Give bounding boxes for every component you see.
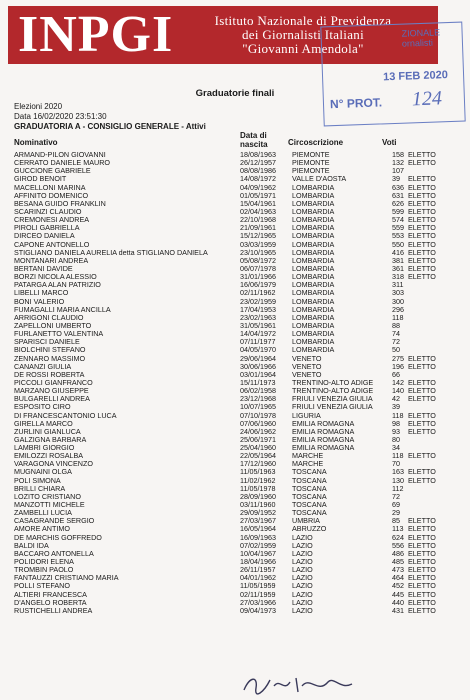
candidate-name: LAMBRI GIORGIO bbox=[14, 443, 75, 453]
votes: 158 bbox=[392, 150, 404, 159]
circoscrizione: LAZIO bbox=[292, 565, 313, 575]
votes: 452 bbox=[392, 581, 404, 591]
birth-date: 01/05/1971 bbox=[240, 190, 276, 200]
votes: 118 bbox=[392, 312, 404, 322]
elected-status: ELETTO bbox=[408, 475, 436, 485]
elected-status: ELETTO bbox=[408, 174, 436, 184]
votes: 163 bbox=[392, 467, 404, 477]
candidate-name: ALTIERI FRANCESCA bbox=[14, 589, 87, 599]
birth-date: 16/05/1964 bbox=[240, 524, 276, 534]
birth-date: 29/09/1952 bbox=[240, 508, 276, 518]
birth-date: 22/05/1964 bbox=[240, 451, 276, 461]
birth-date: 04/05/1970 bbox=[240, 345, 276, 355]
birth-date: 25/04/1960 bbox=[240, 443, 276, 453]
candidate-name: MONTANARI ANDREA bbox=[14, 255, 89, 265]
elected-status: ELETTO bbox=[408, 565, 436, 575]
votes: 440 bbox=[392, 597, 404, 607]
votes: 107 bbox=[392, 166, 404, 176]
circoscrizione: FRIULI VENEZIA GIULIA bbox=[292, 402, 373, 412]
circoscrizione: TRENTINO-ALTO ADIGE bbox=[292, 377, 374, 387]
candidate-name: CREMONESI ANDREA bbox=[14, 215, 90, 225]
stamp-date: 13 FEB 2020 bbox=[382, 69, 449, 84]
votes: 631 bbox=[392, 190, 404, 200]
circoscrizione: LOMBARDIA bbox=[292, 198, 335, 208]
elected-status: ELETTO bbox=[408, 557, 436, 567]
circoscrizione: LIGURIA bbox=[292, 410, 321, 420]
circoscrizione: LOMBARDIA bbox=[292, 190, 335, 200]
candidate-name: DE ROSSI ROBERTA bbox=[14, 369, 85, 379]
elected-status: ELETTO bbox=[408, 198, 436, 208]
elected-status: ELETTO bbox=[408, 361, 436, 371]
votes: 85 bbox=[392, 516, 400, 526]
candidate-name: GUCCIONE GABRIELE bbox=[14, 166, 91, 176]
votes: 559 bbox=[392, 223, 404, 233]
candidate-name: BRILLI CHIARA bbox=[14, 483, 66, 493]
circoscrizione: LOMBARDIA bbox=[292, 337, 335, 347]
circoscrizione: LOMBARDIA bbox=[292, 280, 335, 290]
circoscrizione: TOSCANA bbox=[292, 475, 327, 485]
birth-date: 29/06/1964 bbox=[240, 353, 276, 363]
birth-date: 04/09/1962 bbox=[240, 182, 276, 192]
birth-date: 27/03/1966 bbox=[240, 597, 276, 607]
birth-date: 06/07/1978 bbox=[240, 263, 276, 273]
birth-date: 11/02/1962 bbox=[240, 475, 276, 485]
votes: 72 bbox=[392, 491, 400, 501]
birth-date: 03/11/1960 bbox=[240, 500, 276, 510]
candidate-name: FUMAGALLI MARIA ANCILLA bbox=[14, 304, 111, 314]
birth-date: 08/08/1986 bbox=[240, 166, 276, 176]
circoscrizione: LOMBARDIA bbox=[292, 231, 335, 241]
protocol-stamp bbox=[320, 22, 465, 127]
birth-date: 30/06/1966 bbox=[240, 361, 276, 371]
circoscrizione: TOSCANA bbox=[292, 500, 327, 510]
votes: 70 bbox=[392, 459, 400, 469]
elected-status: ELETTO bbox=[408, 467, 436, 477]
votes: 296 bbox=[392, 304, 404, 314]
candidate-name: ZENNARO MASSIMO bbox=[14, 353, 86, 363]
candidate-name: DIRCEO DANIELA bbox=[14, 231, 75, 241]
votes: 381 bbox=[392, 255, 404, 265]
elected-status: ELETTO bbox=[408, 223, 436, 233]
birth-date: 17/12/1960 bbox=[240, 459, 276, 469]
elected-status: ELETTO bbox=[408, 418, 436, 428]
candidate-name: RUSTICHELLI ANDREA bbox=[14, 605, 93, 615]
elected-status: ELETTO bbox=[408, 247, 436, 257]
circoscrizione: TOSCANA bbox=[292, 508, 327, 518]
candidate-name: BESANA GUIDO FRANKLIN bbox=[14, 198, 106, 208]
birth-date: 15/11/1973 bbox=[240, 377, 276, 387]
election-date: Data 16/02/2020 23:51:30 bbox=[14, 112, 107, 121]
circoscrizione: LAZIO bbox=[292, 581, 313, 591]
votes: 275 bbox=[392, 353, 404, 363]
candidate-name: MARZANO GIUSEPPE bbox=[14, 386, 89, 396]
votes: 88 bbox=[392, 320, 400, 330]
birth-date: 04/01/1962 bbox=[240, 573, 276, 583]
elected-status: ELETTO bbox=[408, 589, 436, 599]
candidate-name: POLIDORI ELENA bbox=[14, 557, 74, 567]
birth-date: 10/07/1965 bbox=[240, 402, 276, 412]
elected-status: ELETTO bbox=[408, 182, 436, 192]
circoscrizione: LAZIO bbox=[292, 605, 313, 615]
votes: 34 bbox=[392, 443, 400, 453]
circoscrizione: LOMBARDIA bbox=[292, 263, 335, 273]
circoscrizione: LAZIO bbox=[292, 589, 313, 599]
candidate-name: BERTANI DAVIDE bbox=[14, 263, 73, 273]
birth-date: 28/09/1960 bbox=[240, 491, 276, 501]
birth-date: 14/04/1972 bbox=[240, 329, 276, 339]
votes: 626 bbox=[392, 198, 404, 208]
votes: 42 bbox=[392, 394, 400, 404]
votes: 72 bbox=[392, 337, 400, 347]
circoscrizione: EMILIA ROMAGNA bbox=[292, 434, 355, 444]
circoscrizione: LAZIO bbox=[292, 532, 313, 542]
votes: 74 bbox=[392, 329, 400, 339]
circoscrizione: VENETO bbox=[292, 369, 322, 379]
candidate-name: CERRATO DANIELE MAURO bbox=[14, 158, 110, 168]
votes: 118 bbox=[392, 410, 404, 420]
results-table bbox=[14, 151, 464, 615]
col-header-birth: Data di nascita bbox=[240, 131, 268, 149]
elected-status: ELETTO bbox=[408, 231, 436, 241]
birth-date: 11/05/1963 bbox=[240, 467, 276, 477]
votes: 303 bbox=[392, 288, 404, 298]
candidate-name: CANANZI GIULIA bbox=[14, 361, 72, 371]
birth-date: 26/12/1957 bbox=[240, 158, 276, 168]
circoscrizione: LOMBARDIA bbox=[292, 288, 335, 298]
elected-status: ELETTO bbox=[408, 206, 436, 216]
candidate-name: CAPONE ANTONELLO bbox=[14, 239, 90, 249]
votes: 599 bbox=[392, 206, 404, 216]
votes: 196 bbox=[392, 361, 404, 371]
votes: 473 bbox=[392, 565, 404, 575]
candidate-name: FANTAUZZI CRISTIANO MARIA bbox=[14, 573, 119, 583]
birth-date: 03/01/1964 bbox=[240, 369, 276, 379]
stamp-prot-label: N° PROT. bbox=[329, 95, 383, 112]
elected-status: ELETTO bbox=[408, 150, 436, 159]
candidate-name: VARAGONA VINCENZO bbox=[14, 459, 93, 469]
candidate-name: DI FRANCESCANTONIO LUCA bbox=[14, 410, 117, 420]
candidate-name: BONI VALERIO bbox=[14, 296, 65, 306]
votes: 624 bbox=[392, 532, 404, 542]
birth-date: 15/12/1965 bbox=[240, 231, 276, 241]
votes: 574 bbox=[392, 215, 404, 225]
stamp-prot-number: 124 bbox=[411, 87, 443, 111]
candidate-name: D'ANGELO ROBERTA bbox=[14, 597, 87, 607]
candidate-name: STIGLIANO DANIELA AURELIA detta STIGLIANO DANIELA bbox=[14, 247, 208, 257]
birth-date: 02/04/1963 bbox=[240, 206, 276, 216]
votes: 80 bbox=[392, 434, 400, 444]
elected-status: ELETTO bbox=[408, 215, 436, 225]
candidate-name: PIROLI GABRIELLA bbox=[14, 223, 80, 233]
circoscrizione: ABRUZZO bbox=[292, 524, 327, 534]
signature bbox=[240, 672, 360, 696]
votes: 486 bbox=[392, 548, 404, 558]
candidate-name: LIBELLI MARCO bbox=[14, 288, 69, 298]
elected-status: ELETTO bbox=[408, 605, 436, 615]
votes: 142 bbox=[392, 377, 404, 387]
institute-line-2: dei Giornalisti Italiani bbox=[241, 27, 364, 42]
votes: 361 bbox=[392, 263, 404, 273]
birth-date: 10/04/1967 bbox=[240, 548, 276, 558]
elected-status: ELETTO bbox=[408, 548, 436, 558]
candidate-name: ZURLINI GIANLUCA bbox=[14, 426, 81, 436]
circoscrizione: LOMBARDIA bbox=[292, 329, 335, 339]
institute-line-3: "Giovanni Amendola" bbox=[242, 41, 364, 56]
birth-date: 16/06/1979 bbox=[240, 280, 276, 290]
votes: 39 bbox=[392, 402, 400, 412]
birth-date: 14/08/1972 bbox=[240, 174, 276, 184]
circoscrizione: LOMBARDIA bbox=[292, 312, 335, 322]
candidate-name: AFFINITO DOMENICO bbox=[14, 190, 89, 200]
circoscrizione: LOMBARDIA bbox=[292, 255, 335, 265]
circoscrizione: LAZIO bbox=[292, 548, 313, 558]
circoscrizione: TOSCANA bbox=[292, 467, 327, 477]
candidate-name: BULGARELLI ANDREA bbox=[14, 394, 90, 404]
candidate-name: SCARINZI CLAUDIO bbox=[14, 206, 82, 216]
elected-status: ELETTO bbox=[408, 573, 436, 583]
elected-status: ELETTO bbox=[408, 532, 436, 542]
elected-status: ELETTO bbox=[408, 386, 436, 396]
birth-date: 23/10/1965 bbox=[240, 247, 276, 257]
circoscrizione: MARCHE bbox=[292, 459, 324, 469]
votes: 112 bbox=[392, 483, 404, 493]
election-name: Elezioni 2020 bbox=[14, 102, 63, 111]
candidate-name: ESPOSITO CIRO bbox=[14, 402, 71, 412]
elected-status: ELETTO bbox=[408, 190, 436, 200]
elected-status: ELETTO bbox=[408, 394, 436, 404]
circoscrizione: LOMBARDIA bbox=[292, 215, 335, 225]
votes: 132 bbox=[392, 158, 404, 168]
candidate-name: SPARISCI DANIELE bbox=[14, 337, 80, 347]
elected-status: ELETTO bbox=[408, 426, 436, 436]
birth-date: 15/04/1961 bbox=[240, 198, 276, 208]
birth-date: 21/09/1961 bbox=[240, 223, 276, 233]
circoscrizione: VENETO bbox=[292, 353, 322, 363]
candidate-name: TROMBIN PAOLO bbox=[14, 565, 74, 575]
elected-status: ELETTO bbox=[408, 516, 436, 526]
elected-status: ELETTO bbox=[408, 353, 436, 363]
circoscrizione: LOMBARDIA bbox=[292, 247, 335, 257]
circoscrizione: LAZIO bbox=[292, 597, 313, 607]
document-title: Graduatorie finali bbox=[195, 88, 275, 99]
birth-date: 27/03/1967 bbox=[240, 516, 276, 526]
circoscrizione: LOMBARDIA bbox=[292, 239, 335, 249]
circoscrizione: TOSCANA bbox=[292, 483, 327, 493]
circoscrizione: LOMBARDIA bbox=[292, 272, 335, 282]
institute-line-1: Istituto Nazionale di Previdenza bbox=[214, 13, 392, 28]
birth-date: 07/10/1978 bbox=[240, 410, 276, 420]
birth-date: 22/10/1968 bbox=[240, 215, 276, 225]
votes: 113 bbox=[392, 524, 404, 534]
candidate-name: POLLI STEFANO bbox=[14, 581, 70, 591]
ranking-title: GRADUATORIA A - CONSIGLIO GENERALE - Attivi bbox=[14, 122, 206, 131]
birth-date: 17/04/1953 bbox=[240, 304, 276, 314]
votes: 98 bbox=[392, 418, 400, 428]
birth-date: 07/06/1960 bbox=[240, 418, 276, 428]
circoscrizione: EMILIA ROMAGNA bbox=[292, 418, 355, 428]
birth-date: 18/08/1963 bbox=[240, 150, 276, 159]
candidate-name: MUGNAINI OLGA bbox=[14, 467, 72, 477]
birth-date: 03/03/1959 bbox=[240, 239, 276, 249]
circoscrizione: PIEMONTE bbox=[292, 150, 330, 159]
candidate-name: CASAGRANDE SERGIO bbox=[14, 516, 95, 526]
circoscrizione: LOMBARDIA bbox=[292, 345, 335, 355]
elected-status: ELETTO bbox=[408, 581, 436, 591]
votes: 556 bbox=[392, 540, 404, 550]
circoscrizione: LAZIO bbox=[292, 557, 313, 567]
birth-date: 31/01/1966 bbox=[240, 272, 276, 282]
candidate-name: MANZOTTI MICHELE bbox=[14, 500, 85, 510]
candidate-name: GALZIGNA BARBARA bbox=[14, 434, 87, 444]
circoscrizione: LOMBARDIA bbox=[292, 320, 335, 330]
circoscrizione: EMILIA ROMAGNA bbox=[292, 443, 355, 453]
candidate-name: ZAMBELLI LUCIA bbox=[14, 508, 72, 518]
birth-date: 06/02/1958 bbox=[240, 386, 276, 396]
votes: 118 bbox=[392, 451, 404, 461]
col-header-name: Nominativo bbox=[14, 138, 58, 147]
elected-status: ELETTO bbox=[408, 540, 436, 550]
elected-status: ELETTO bbox=[408, 377, 436, 387]
votes: 550 bbox=[392, 239, 404, 249]
circoscrizione: TOSCANA bbox=[292, 491, 327, 501]
birth-date: 07/02/1959 bbox=[240, 540, 276, 550]
table-row bbox=[14, 607, 464, 615]
votes: 485 bbox=[392, 557, 404, 567]
elected-status: ELETTO bbox=[408, 263, 436, 273]
candidate-name: ARRIGONI CLAUDIO bbox=[14, 312, 84, 322]
circoscrizione: LOMBARDIA bbox=[292, 182, 335, 192]
circoscrizione: TRENTINO-ALTO ADIGE bbox=[292, 386, 374, 396]
candidate-name: EMILOZZI ROSALBA bbox=[14, 451, 84, 461]
votes: 130 bbox=[392, 475, 404, 485]
candidate-name: BORZI NICOLA ALESSIO bbox=[14, 272, 97, 282]
elected-status: ELETTO bbox=[408, 410, 436, 420]
votes: 69 bbox=[392, 500, 400, 510]
birth-date: 02/11/1962 bbox=[240, 288, 276, 298]
votes: 66 bbox=[392, 369, 400, 379]
birth-date: 02/11/1959 bbox=[240, 589, 276, 599]
votes: 29 bbox=[392, 508, 400, 518]
votes: 431 bbox=[392, 605, 404, 615]
candidate-name: GIROD BENOIT bbox=[14, 174, 67, 184]
birth-date: 23/12/1968 bbox=[240, 394, 276, 404]
elected-status: ELETTO bbox=[408, 158, 436, 168]
birth-date: 07/11/1977 bbox=[240, 337, 276, 347]
circoscrizione: LAZIO bbox=[292, 573, 313, 583]
circoscrizione: MARCHE bbox=[292, 451, 324, 461]
votes: 553 bbox=[392, 231, 404, 241]
circoscrizione: LOMBARDIA bbox=[292, 206, 335, 216]
elected-status: ELETTO bbox=[408, 239, 436, 249]
votes: 311 bbox=[392, 280, 404, 290]
elected-status: ELETTO bbox=[408, 272, 436, 282]
candidate-name: PICCOLI GIANFRANCO bbox=[14, 377, 93, 387]
elected-status: ELETTO bbox=[408, 524, 436, 534]
circoscrizione: EMILIA ROMAGNA bbox=[292, 426, 355, 436]
birth-date: 05/08/1972 bbox=[240, 255, 276, 265]
inpgi-logo: INPGI bbox=[18, 6, 174, 63]
votes: 93 bbox=[392, 426, 400, 436]
birth-date: 18/04/1966 bbox=[240, 557, 276, 567]
candidate-name: LOZITO CRISTIANO bbox=[14, 491, 81, 501]
candidate-name: GIRELLA MARCO bbox=[14, 418, 73, 428]
birth-date: 11/05/1959 bbox=[240, 581, 276, 591]
circoscrizione: VENETO bbox=[292, 361, 322, 371]
votes: 464 bbox=[392, 573, 404, 583]
elected-status: ELETTO bbox=[408, 451, 436, 461]
candidate-name: BALDI IDA bbox=[14, 540, 49, 550]
circoscrizione: LOMBARDIA bbox=[292, 296, 335, 306]
birth-date: 16/09/1963 bbox=[240, 532, 276, 542]
circoscrizione: FRIULI VENEZIA GIULIA bbox=[292, 394, 373, 404]
birth-date: 11/05/1978 bbox=[240, 483, 276, 493]
candidate-name: ZAPELLONI UMBERTO bbox=[14, 320, 92, 330]
candidate-name: BACCARO ANTONELLA bbox=[14, 548, 94, 558]
votes: 140 bbox=[392, 386, 404, 396]
votes: 39 bbox=[392, 174, 400, 184]
candidate-name: MACELLONI MARINA bbox=[14, 182, 86, 192]
votes: 416 bbox=[392, 247, 404, 257]
birth-date: 09/04/1973 bbox=[240, 605, 276, 615]
circoscrizione: VALLE D'AOSTA bbox=[292, 174, 347, 184]
circoscrizione: UMBRIA bbox=[292, 516, 320, 526]
circoscrizione: PIEMONTE bbox=[292, 166, 330, 176]
votes: 50 bbox=[392, 345, 400, 355]
circoscrizione: PIEMONTE bbox=[292, 158, 330, 168]
birth-date: 31/05/1961 bbox=[240, 320, 276, 330]
candidate-name: AMORE ANTIMO bbox=[14, 524, 70, 534]
birth-date: 24/06/1962 bbox=[240, 426, 276, 436]
col-header-votes: Voti bbox=[382, 138, 397, 147]
votes: 445 bbox=[392, 589, 404, 599]
candidate-name: BIOLCHINI STEFANO bbox=[14, 345, 86, 355]
circoscrizione: LAZIO bbox=[292, 540, 313, 550]
elected-status: ELETTO bbox=[408, 597, 436, 607]
candidate-name: DE MARCHIS GOFFREDO bbox=[14, 532, 102, 542]
stamp-text: ZIONALE ornalisti bbox=[401, 27, 441, 49]
col-header-circ: Circoscrizione bbox=[288, 138, 344, 147]
circoscrizione: LOMBARDIA bbox=[292, 223, 335, 233]
birth-date: 23/02/1959 bbox=[240, 296, 276, 306]
candidate-name: POLI SIMONA bbox=[14, 475, 61, 485]
circoscrizione: LOMBARDIA bbox=[292, 304, 335, 314]
votes: 636 bbox=[392, 182, 404, 192]
birth-date: 23/02/1963 bbox=[240, 312, 276, 322]
candidate-name: FURLANETTO VALENTINA bbox=[14, 329, 104, 339]
votes: 318 bbox=[392, 272, 404, 282]
birth-date: 26/11/1957 bbox=[240, 565, 276, 575]
election-meta bbox=[14, 102, 206, 132]
birth-date: 25/06/1971 bbox=[240, 434, 276, 444]
elected-status: ELETTO bbox=[408, 255, 436, 265]
votes: 300 bbox=[392, 296, 404, 306]
candidate-name: PATARGA ALAN PATRIZIO bbox=[14, 280, 101, 290]
candidate-name: ARMAND-PILON GIOVANNI bbox=[14, 150, 106, 159]
